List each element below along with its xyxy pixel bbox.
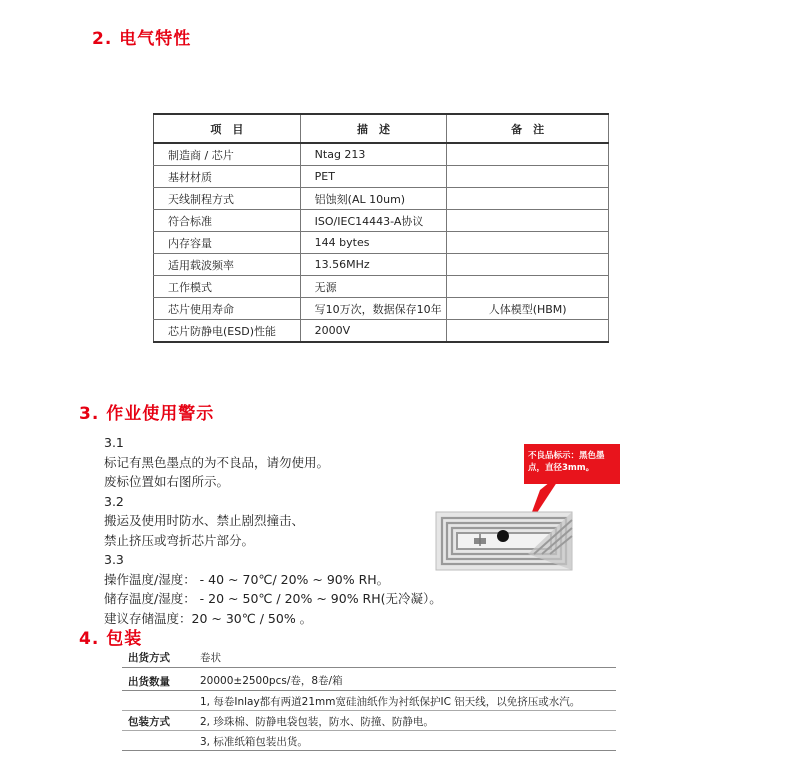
row-item: 芯片防静电(ESD)性能 [154, 320, 301, 343]
row-item: 制造商 / 芯片 [154, 143, 301, 166]
header-item: 项 目 [154, 114, 301, 143]
row-remark [447, 210, 609, 232]
row-desc: 写10万次，数据保存10年 [300, 298, 447, 320]
callout-text-line: 点，直径3mm。 [528, 463, 595, 473]
list-item: 1, 每卷Inlay都有两道21mm宽硅油纸作为衬纸保护IC 铝天线，以免挤压或水汽。 [122, 691, 616, 711]
row-value: 20000±2500pcs/卷，8卷/箱 [200, 675, 343, 687]
row-value: 卷状 [200, 652, 221, 664]
header-remark: 备 注 [447, 114, 609, 143]
section-2-heading: 2. 电气特性 [92, 29, 192, 49]
table-row [154, 276, 609, 298]
table-row [154, 143, 609, 166]
row-label: 包装方式 [128, 716, 170, 728]
warning-line: 标记有黑色墨点的为不良品，请勿使用。 [104, 454, 330, 470]
row-remark [447, 276, 609, 298]
row-remark: 人体模型(HBM) [447, 298, 609, 320]
table-row [154, 210, 609, 232]
list-item: 3, 标准纸箱包装出货。 [200, 736, 308, 748]
row-desc: PET [300, 166, 447, 188]
row-remark [447, 254, 609, 276]
header-desc: 描 述 [300, 114, 447, 143]
section-3-heading: 3. 作业使用警示 [79, 404, 215, 424]
row-item: 适用载波频率 [154, 254, 301, 276]
row-desc: 2000V [300, 320, 447, 343]
row-item: 芯片使用寿命 [154, 298, 301, 320]
warning-line: 搬运及使用时防水、禁止剧烈撞击、 [104, 513, 305, 528]
row-item: 内存容量 [154, 232, 301, 254]
warning-line: 废标位置如右图所示。 [104, 474, 230, 489]
row-remark [447, 232, 609, 254]
warning-line: 储存温度/湿度： - 20 ~ 50℃ / 20% ~ 90% RH(无冷凝）。 [104, 591, 442, 606]
packing-table [122, 647, 616, 751]
row-desc: 铝蚀刻(AL 10um) [300, 188, 447, 210]
packing-method-row [122, 691, 616, 751]
table-row [122, 668, 616, 691]
callout-text-line: 不良品标示：黑色墨 [528, 451, 605, 461]
row-desc: 144 bytes [300, 232, 447, 254]
table-row [154, 166, 609, 188]
black-ink-dot [497, 530, 509, 542]
table-row [122, 647, 616, 668]
row-item: 工作模式 [154, 276, 301, 298]
warning-line: 3.1 [104, 435, 124, 450]
row-label: 出货数量 [128, 676, 170, 688]
warning-text-block [104, 433, 442, 628]
electrical-spec-table [153, 113, 609, 343]
row-item: 符合标准 [154, 210, 301, 232]
warning-line: 建议存储温度：20 ~ 30℃ / 50% 。 [104, 610, 313, 626]
section-4-heading: 4. 包装 [79, 629, 143, 649]
table-row [154, 188, 609, 210]
warning-line: 3.2 [104, 493, 124, 509]
warning-line: 3.3 [104, 552, 124, 567]
row-desc: ISO/IEC14443-A协议 [300, 210, 447, 232]
row-remark [447, 166, 609, 188]
table-row [154, 254, 609, 276]
row-desc: Ntag 213 [300, 143, 447, 166]
row-remark [447, 188, 609, 210]
row-item: 基材材质 [154, 166, 301, 188]
table-header-row [154, 114, 609, 143]
row-desc: 无源 [300, 276, 447, 298]
callout-text [528, 450, 622, 474]
row-remark [447, 320, 609, 343]
warning-line: 禁止挤压或弯折芯片部分。 [104, 532, 255, 548]
table-row [154, 232, 609, 254]
row-label: 出货方式 [128, 652, 170, 664]
list-item: 2, 珍珠棉、防静电袋包装，防水、防撞、防静电。 [122, 711, 616, 731]
row-remark [447, 143, 609, 166]
warning-line: 操作温度/湿度： - 40 ~ 70℃/ 20% ~ 90% RH。 [104, 571, 390, 587]
table-row [154, 298, 609, 320]
row-item: 天线制程方式 [154, 188, 301, 210]
table-row [154, 320, 609, 343]
row-desc: 13.56MHz [300, 254, 447, 276]
